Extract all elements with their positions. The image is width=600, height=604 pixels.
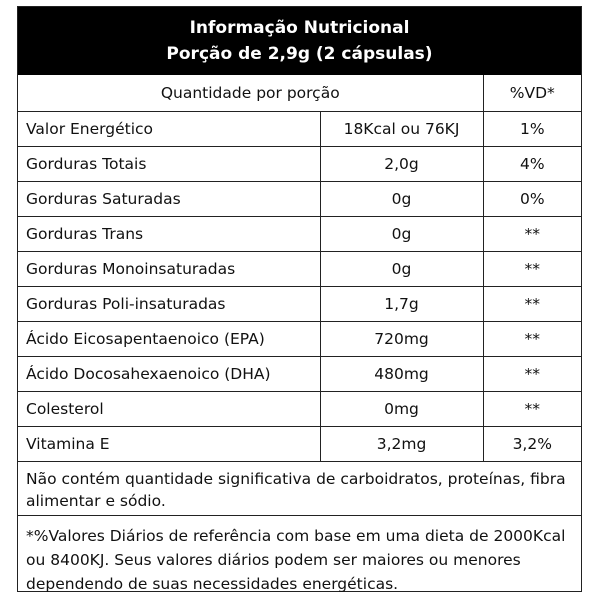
nutrient-name: Gorduras Monoinsaturadas [18,252,320,287]
nutrient-name: Gorduras Saturadas [18,182,320,217]
nutrient-amount: 720mg [320,322,483,357]
nutrient-amount: 480mg [320,357,483,392]
nutrient-dv: ** [483,287,581,322]
nutrient-name: Gorduras Trans [18,217,320,252]
table-row [18,392,581,427]
nutrient-dv: ** [483,217,581,252]
table-row [18,112,581,147]
nutrient-dv: 4% [483,147,581,182]
nutrient-amount: 2,0g [320,147,483,182]
nutrient-amount: 18Kcal ou 76KJ [320,112,483,147]
label-title: Informação Nutricional [189,18,410,38]
nutrient-name: Valor Energético [18,112,320,147]
not-significant-note: Não contém quantidade significativa de carboidratos, proteínas, fibra alimentar e sódio. [18,462,581,516]
nutrient-name: Ácido Docosahexaenoico (DHA) [18,357,320,392]
table-row [18,427,581,462]
table-row [18,252,581,287]
daily-values-footnote: *%Valores Diários de referência com base em uma dieta de 2000Kcal ou 8400KJ. Seus valores diários podem ser maiores ou menores dependendo de suas necessidades energéticas. [26,527,566,593]
nutrient-dv: 0% [483,182,581,217]
dv-header: %VD* [483,75,581,112]
nutrient-dv: ** [483,322,581,357]
nutrient-amount: 3,2mg [320,427,483,462]
nutrient-name: Vitamina E [18,427,320,462]
nutrient-dv: ** [483,392,581,427]
table-row [18,357,581,392]
table-row [18,147,581,182]
table-header-row [18,75,581,112]
serving-size: Porção de 2,9g (2 cápsulas) [166,44,433,64]
nutrient-amount: 0g [320,252,483,287]
nutrient-name: Colesterol [18,392,320,427]
nutrient-amount: 0g [320,182,483,217]
table-row [18,217,581,252]
table-row [18,182,581,217]
label-header [18,7,581,75]
nutrient-amount: 0mg [320,392,483,427]
nutrient-dv: 3,2% [483,427,581,462]
nutrient-dv: ** [483,252,581,287]
nutrient-dv: 1% [483,112,581,147]
nutrition-table [18,75,581,462]
table-row [18,287,581,322]
nutrient-name: Ácido Eicosapentaenoico (EPA) [18,322,320,357]
nutrient-amount: 1,7g [320,287,483,322]
quantity-header: Quantidade por porção [18,75,483,112]
nutrient-name: Gorduras Poli-insaturadas [18,287,320,322]
nutrient-dv: ** [483,357,581,392]
nutrient-name: Gorduras Totais [18,147,320,182]
table-row [18,322,581,357]
nutrition-facts-label [17,6,582,592]
nutrient-amount: 0g [320,217,483,252]
